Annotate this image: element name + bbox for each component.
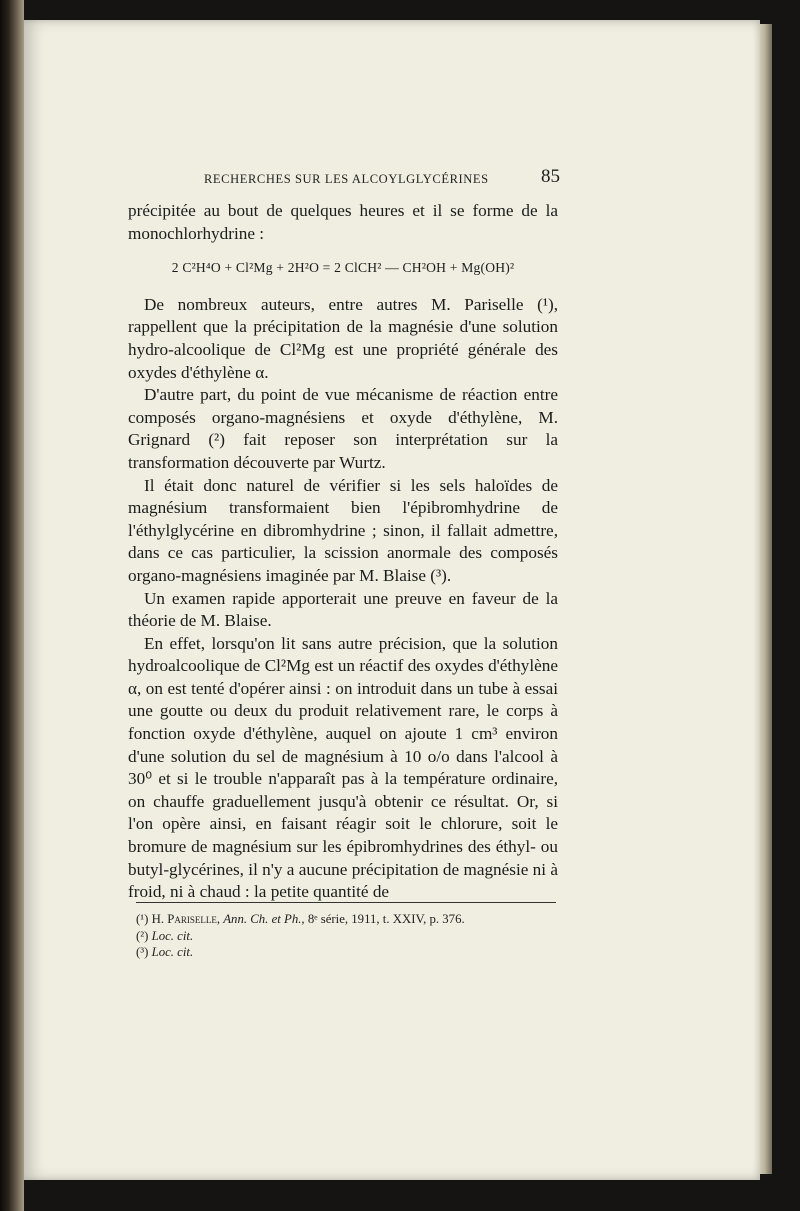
footnote-1-marker: (¹)	[136, 912, 149, 926]
paragraph-2: De nombreux auteurs, entre autres M. Pariselle (¹), rappellent que la précipitation de la magnésie d'une solution hydro-alcoolique de Cl²Mg est une propriété générale des oxydes d'éthylène α.	[128, 294, 558, 382]
paragraph-1: précipitée au bout de quelques heures et il se forme de la monochlorhydrine :	[128, 201, 558, 243]
chemical-formula: 2 C²H⁴O + Cl²Mg + 2H²O = 2 ClCH² — CH²OH + Mg(OH)²	[171, 260, 515, 276]
footnote-1-rest: 8ᵉ série, 1911, t. XXIV, p. 376.	[307, 912, 465, 926]
paragraph-4: Il était donc naturel de vérifier si les sels haloïdes de magnésium transformaient bien l'épibromhydrine de l'éthylglycérine en dibromhydrine ; sinon, il fallait admettre, dans ce cas particulier, la scission anormale des composés organo-magnésiens imaginée par M. Blaise (³).	[128, 475, 558, 585]
footnote-3	[136, 944, 556, 961]
footnote-1	[136, 911, 556, 928]
footnote-3-marker: (³)	[136, 945, 149, 959]
footnote-3-text: Loc. cit.	[151, 945, 194, 959]
book-spine-shadow	[0, 0, 24, 1211]
footnote-2-text: Loc. cit.	[151, 928, 194, 943]
running-head	[180, 160, 560, 200]
running-title: RECHERCHES SUR LES ALCOYLGLYCÉRINES	[204, 172, 489, 186]
footnote-1-source: Ann. Ch. et Ph.,	[223, 912, 305, 926]
body-text	[128, 200, 558, 904]
paragraph-3: D'autre part, du point de vue mécanisme de réaction entre composés organo-magnésiens et oxyde d'éthylène, M. Grignard (²) fait reposer son interprétation sur la transformation découverte par Wurtz.	[128, 385, 558, 472]
paragraph-6: En effet, lorsqu'on lit sans autre précision, que la solution hydroalcoolique de Cl²Mg est un réactif des oxydes d'éthylène α, on est tenté d'opérer ainsi : on introduit dans un tube à essai une goutte ou deux du produit relativement rare, le corps à fonction oxyde d'éthylène, auquel on ajoute 1 cm³ environ d'une solution du sel de magnésium à 10 o/o dans l'alcool à 30⁰ et si le trouble n'apparaît pas à la température ordinaire, on chauffe graduellement jusqu'à obtenir ce résultat. Or, si l'on opère ainsi, en faisant réagir soit le chlorure, soit le bromure de magnésium sur les épibromhydrines des éthyl- ou butyl-glycérines, il n'y a aucune précipitation de magnésie ni à froid, ni à chaud : la petite quantité de	[128, 633, 558, 902]
footnote-1-author: H. Pariselle,	[151, 912, 221, 926]
page-number: 85	[541, 166, 560, 187]
footnote-2-marker: (²)	[136, 928, 149, 943]
page-edge	[760, 24, 772, 1174]
footnote-2	[136, 928, 556, 945]
footnotes	[136, 902, 556, 961]
paragraph-5: Un examen rapide apporterait une preuve en faveur de la théorie de M. Blaise.	[128, 588, 558, 631]
